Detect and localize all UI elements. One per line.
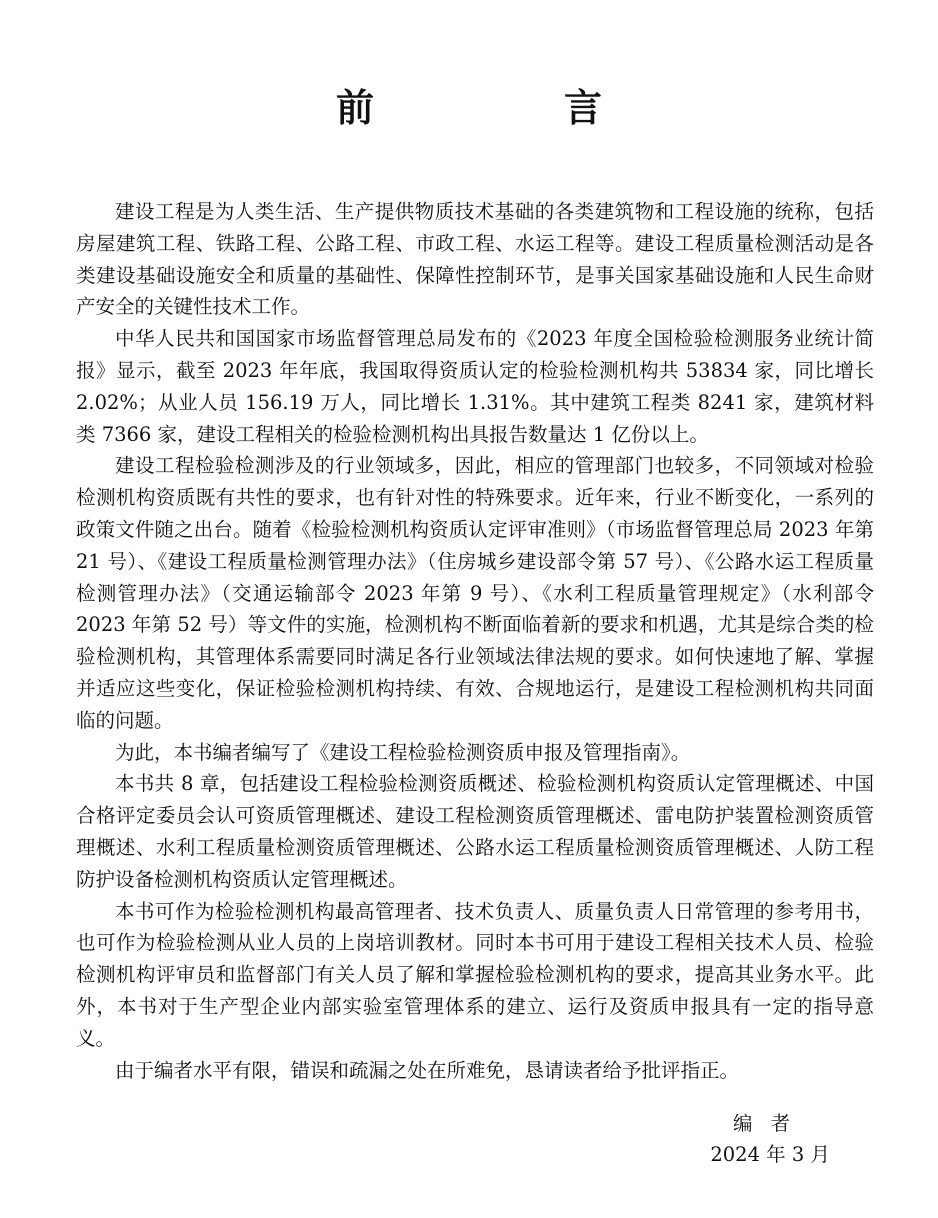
paragraph-statistics: 中华人民共和国国家市场监督管理总局发布的《2023 年度全国检验检测服务业统计简报》显示，截至 2023 年年底，我国取得资质认定的检验检测机构共 53834 家，同比增长 2.02%；从业人员 156.19 万人，同比增长 1.31%。其中建筑工程类 8241 家，建筑材料类 7366 家，建设工程相关的检验检测机构出具报告数量达 1 亿份以上。 <box>76 327 874 446</box>
paragraph-closing: 由于编者水平有限，错误和疏漏之处在所难免，恳请读者给予批评指正。 <box>115 1058 740 1082</box>
page-title: 前 言 <box>335 85 678 130</box>
signoff <box>710 1108 830 1170</box>
paragraph-regulations: 建设工程检验检测涉及的行业领域多，因此，相应的管理部门也较多，不同领域对检验检测机构资质既有共性的要求，也有针对性的特殊要求。近年来，行业不断变化，一系列的政策文件随之出台。随着《检验检测机构资质认定评审准则》（市场监督管理总局 2023 年第 21 号）、《建设工程质量检测管理办法》（住房城乡建设部令第 57 号）、《公路水运工程质量检测管理办法》（交通运输部令 2023 年第 9 号）、《水利工程质量管理规定》（水利部令 2023 年第 52 号）等文件的实施，检测机构不断面临着新的要求和机遇，尤其是综合类的检验检测机构，其管理体系需要同时满足各行业领域法律法规的要求。如何快速地了解、掌握并适应这些变化，保证检验检测机构持续、有效、合规地运行，是建设工程检测机构共同面临的问题。 <box>76 454 874 732</box>
preface-body <box>76 196 874 1086</box>
author-signature: 编者 <box>732 1112 808 1135</box>
paragraph-intro: 建设工程是为人类生活、生产提供物质技术基础的各类建筑物和工程设施的统称，包括房屋建筑工程、铁路工程、公路工程、市政工程、水运工程等。建设工程质量检测活动是各类建设基础设施安全和质量的基础性、保障性控制环节，是事关国家基础设施和人民生命财产安全的关键性技术工作。 <box>76 200 874 319</box>
paragraph-audience: 本书可作为检验检测机构最高管理者、技术负责人、质量负责人日常管理的参考用书，也可作为检验检测从业人员的上岗培训教材。同时本书可用于建设工程相关技术人员、检验检测机构评审员和监督部门有关人员了解和掌握检验检测机构的要求，提高其业务水平。此外，本书对于生产型企业内部实验室管理体系的建立、运行及资质申报具有一定的指导意义。 <box>76 899 874 1050</box>
paragraph-purpose: 为此，本书编者编写了《建设工程检验检测资质申报及管理指南》。 <box>115 740 691 764</box>
date-line: 2024 年 3 月 <box>710 1143 830 1166</box>
paragraph-chapters: 本书共 8 章，包括建设工程检验检测资质概述、检验检测机构资质认定管理概述、中国合格评定委员会认可资质管理概述、建设工程检测资质管理概述、雷电防护装置检测资质管理概述、水利工程质量检测资质管理概述、公路水运工程质量检测资质管理概述、人防工程防护设备检测机构资质认定管理概述。 <box>76 772 874 891</box>
